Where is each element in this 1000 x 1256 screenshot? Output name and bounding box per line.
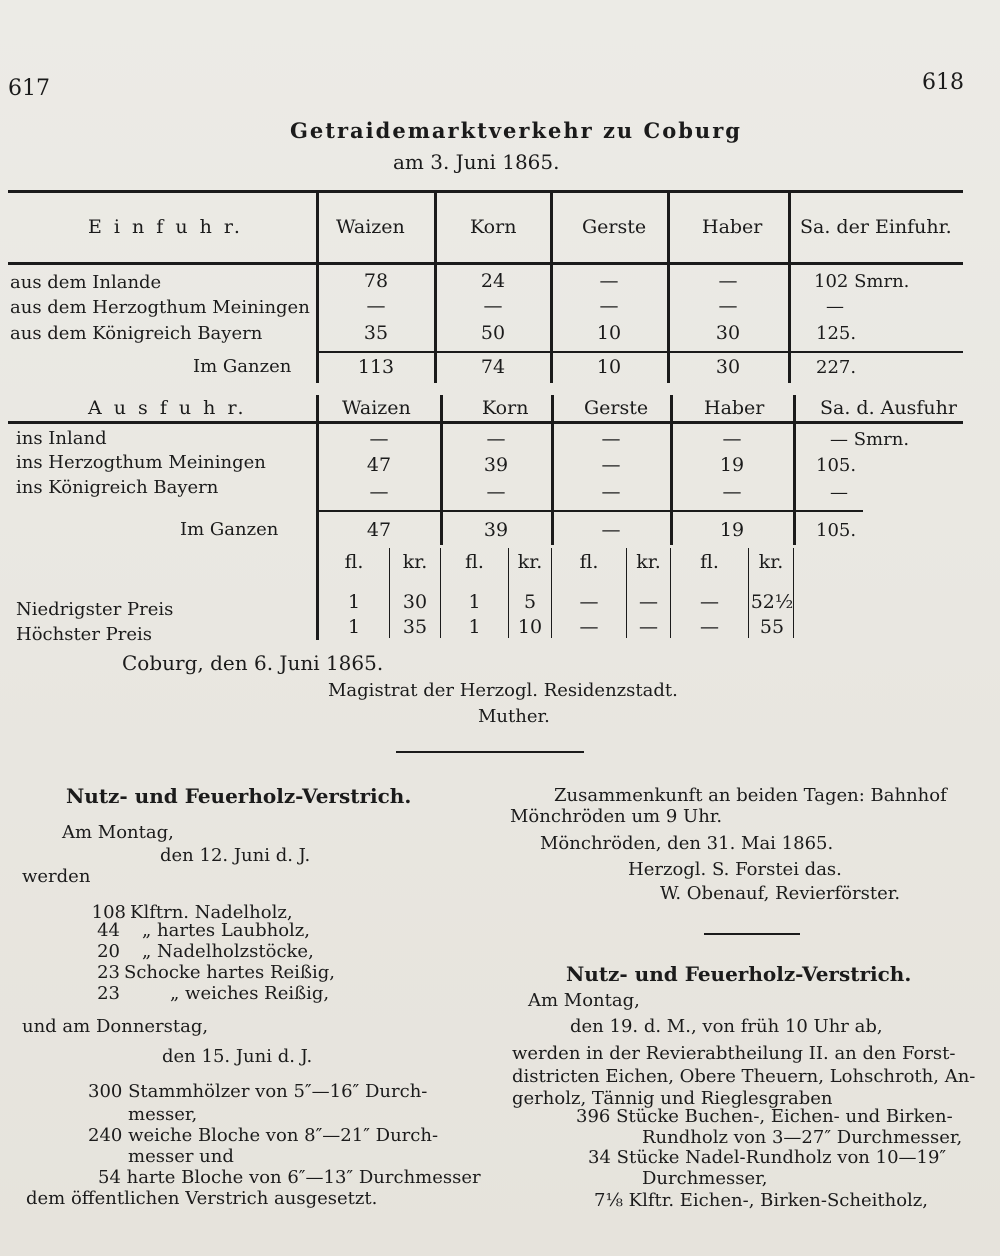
- export-total-label: Im Ganzen: [180, 519, 279, 540]
- left-item-text: „ hartes Laubholz,: [142, 920, 311, 941]
- left-notice-line: messer,: [128, 1104, 198, 1125]
- import-cell: 30: [715, 322, 741, 344]
- export-header: A u s f u h r.: [88, 397, 247, 419]
- price-cell: 30: [402, 591, 428, 613]
- price-cell: 1: [347, 591, 361, 613]
- import-row-label: aus dem Herzogthum Meiningen: [10, 297, 310, 318]
- price-unit: kr.: [636, 551, 661, 573]
- right-meet-line: Mönchröden um 9 Uhr.: [510, 806, 723, 827]
- right-line: Rundholz von 3—27″ Durchmesser,: [642, 1127, 963, 1148]
- col-rule: [316, 193, 319, 383]
- left-item-text: „ weiches Reißig,: [170, 983, 330, 1004]
- import-cell: 50: [480, 322, 506, 344]
- price-unit: fl.: [579, 551, 599, 573]
- export-cell: 47: [366, 454, 392, 476]
- right-line: districten Eichen, Obere Theuern, Lohschroth, An-: [512, 1066, 976, 1087]
- export-sum: — Smrn.: [830, 429, 910, 450]
- left-notice-date2: den 15. Juni d. J.: [162, 1046, 313, 1067]
- left-item-text: Klftrn. Nadelholz,: [130, 902, 293, 923]
- export-total-sum: 105.: [816, 520, 857, 541]
- import-cell: —: [599, 270, 619, 292]
- left-notice-werden: werden: [22, 866, 91, 887]
- col-header-korn: Korn: [470, 216, 517, 238]
- right-line: 7⅛ Klftr. Eichen-, Birken-Scheitholz,: [594, 1190, 928, 1211]
- col-rule: [670, 395, 673, 545]
- right-line: 396 Stücke Buchen-, Eichen- und Birken-: [576, 1106, 953, 1127]
- col-header-haber: Haber: [702, 216, 763, 238]
- import-total-cell: 74: [480, 356, 506, 378]
- export-cell: —: [369, 428, 389, 450]
- left-notice-title: Nutz- und Feuerholz-Verstrich.: [66, 784, 412, 808]
- import-total-cell: 10: [596, 356, 622, 378]
- right-date: den 19. d. M., von früh 10 Uhr ab,: [570, 1016, 883, 1037]
- price-cell: 1: [468, 616, 481, 638]
- export-cell: —: [601, 428, 621, 450]
- left-item-text: Schocke hartes Reißig,: [124, 962, 335, 983]
- export-cell: 39: [483, 454, 509, 476]
- col-header-gerste: Gerste: [584, 397, 649, 419]
- import-total-sum: 227.: [816, 357, 857, 378]
- market-date: am 3. Juni 1865.: [393, 150, 560, 174]
- import-cell: —: [599, 295, 619, 317]
- price-unit: kr.: [402, 551, 428, 573]
- market-place-date: Coburg, den 6. Juni 1865.: [122, 651, 384, 675]
- right-day: Am Montag,: [528, 990, 640, 1011]
- left-notice-line: 54 harte Bloche von 6″—13″ Durchmesser: [98, 1167, 481, 1188]
- col-rule: [667, 193, 670, 383]
- export-sum: 105.: [816, 455, 857, 476]
- export-cell: —: [369, 481, 389, 503]
- col-rule: [551, 395, 554, 545]
- section-divider: [704, 933, 800, 935]
- left-item-qty: 108: [91, 902, 126, 923]
- export-total-cell: 19: [719, 519, 745, 541]
- export-cell: —: [486, 481, 506, 503]
- price-cell: —: [579, 616, 599, 638]
- right-line: Durchmesser,: [642, 1168, 768, 1189]
- price-unit: fl.: [344, 551, 364, 573]
- import-row-label: aus dem Königreich Bayern: [10, 323, 263, 344]
- left-notice-closing: dem öffentlichen Verstrich ausgesetzt.: [26, 1188, 378, 1209]
- right-line: werden in der Revierabtheilung II. an den Forst-: [512, 1043, 956, 1064]
- left-item-qty: 23: [97, 983, 120, 1004]
- export-total-cell: —: [601, 519, 621, 541]
- import-total-label: Im Ganzen: [193, 356, 292, 377]
- price-cell: 1: [468, 591, 481, 613]
- export-cell: —: [722, 428, 742, 450]
- col-rule: [788, 193, 791, 383]
- price-cell: 35: [402, 616, 428, 638]
- import-row-label: aus dem Inlande: [10, 272, 162, 293]
- export-row-label: ins Inland: [16, 428, 107, 449]
- export-total-cell: 47: [366, 519, 392, 541]
- price-low-label: Niedrigster Preis: [16, 599, 174, 620]
- col-rule: [434, 193, 437, 383]
- market-signer: Muther.: [478, 706, 550, 727]
- right-line: 34 Stücke Nadel-Rundholz von 10—19″: [588, 1147, 947, 1168]
- export-cell: —: [601, 481, 621, 503]
- col-header-haber: Haber: [704, 397, 765, 419]
- import-header-rule: [8, 262, 963, 265]
- left-notice-date1: den 12. Juni d. J.: [160, 845, 311, 866]
- import-cell: —: [718, 270, 738, 292]
- price-unit: kr.: [758, 551, 784, 573]
- left-item-text: „ Nadelholzstöcke,: [142, 941, 314, 962]
- left-notice-line: 300 Stammhölzer von 5″—16″ Durch-: [88, 1081, 428, 1102]
- price-cell: 52½: [750, 591, 794, 613]
- right-line: gerholz, Tännig und Rieglesgraben: [512, 1088, 833, 1109]
- left-item-qty: 23: [97, 962, 120, 983]
- col-header-waizen: Waizen: [336, 216, 405, 238]
- export-sum: —: [830, 482, 848, 503]
- price-high-label: Höchster Preis: [16, 624, 153, 645]
- col-rule: [793, 395, 796, 545]
- import-cell: 78: [363, 270, 389, 292]
- left-item-qty: 44: [97, 920, 120, 941]
- price-cell: —: [639, 616, 658, 638]
- right-place-date: Mönchröden, den 31. Mai 1865.: [540, 833, 834, 854]
- export-cell: —: [601, 454, 621, 476]
- col-rule: [440, 395, 443, 545]
- import-total-cell: 113: [357, 356, 395, 378]
- import-cell: 24: [480, 270, 506, 292]
- left-notice-day1: Am Montag,: [62, 822, 174, 843]
- import-sum: —: [826, 296, 844, 317]
- price-cell: —: [639, 591, 658, 613]
- export-header-rule: [8, 421, 963, 424]
- export-row-label: ins Herzogthum Meiningen: [16, 452, 266, 473]
- import-sum: 125.: [816, 323, 857, 344]
- right-forester: W. Obenauf, Revierförster.: [660, 883, 901, 904]
- col-header-korn: Korn: [482, 397, 529, 419]
- col-header-waizen: Waizen: [342, 397, 411, 419]
- export-total-cell: 39: [483, 519, 509, 541]
- price-cell: —: [700, 591, 719, 613]
- col-header-gerste: Gerste: [582, 216, 647, 238]
- price-unit: fl.: [465, 551, 484, 573]
- import-total-rule: [318, 351, 963, 353]
- export-cell: —: [486, 428, 506, 450]
- left-notice-day2: und am Donnerstag,: [22, 1016, 209, 1037]
- price-cell: 5: [523, 591, 537, 613]
- export-total-rule: [318, 510, 863, 512]
- right-notice-title: Nutz- und Feuerholz-Verstrich.: [566, 962, 912, 986]
- price-cell: —: [700, 616, 719, 638]
- right-office: Herzogl. S. Forstei das.: [628, 859, 842, 880]
- import-cell: 10: [596, 322, 622, 344]
- import-total-cell: 30: [715, 356, 741, 378]
- price-unit: fl.: [700, 551, 719, 573]
- import-sum: 102 Smrn.: [814, 271, 910, 292]
- export-cell: —: [722, 481, 742, 503]
- import-cell: —: [483, 295, 503, 317]
- price-unit: kr.: [517, 551, 543, 573]
- price-cell: 10: [517, 616, 543, 638]
- left-notice-line: 240 weiche Bloche von 8″—21″ Durch-: [88, 1125, 439, 1146]
- price-cell: —: [579, 591, 599, 613]
- section-divider: [396, 751, 584, 753]
- price-cell: 55: [759, 616, 785, 638]
- page-number-right: 618: [922, 70, 964, 95]
- page-number-left: 617: [8, 76, 50, 101]
- market-title: Getraidemarktverkehr zu Coburg: [290, 118, 742, 143]
- import-header: E i n f u h r.: [88, 216, 243, 238]
- export-cell: 19: [719, 454, 745, 476]
- col-rule: [550, 193, 553, 383]
- col-header-sum-export: Sa. d. Ausfuhr: [820, 397, 957, 419]
- import-cell: 35: [363, 322, 389, 344]
- import-cell: —: [718, 295, 738, 317]
- import-cell: —: [366, 295, 386, 317]
- left-item-qty: 20: [97, 941, 120, 962]
- export-row-label: ins Königreich Bayern: [16, 477, 219, 498]
- col-header-sum-import: Sa. der Einfuhr.: [800, 216, 952, 238]
- table-top-rule: [8, 190, 963, 193]
- market-authority: Magistrat der Herzogl. Residenzstadt.: [328, 680, 678, 701]
- price-cell: 1: [347, 616, 361, 638]
- right-meet-line: Zusammenkunft an beiden Tagen: Bahnhof: [554, 785, 947, 806]
- left-notice-line: messer und: [128, 1146, 234, 1167]
